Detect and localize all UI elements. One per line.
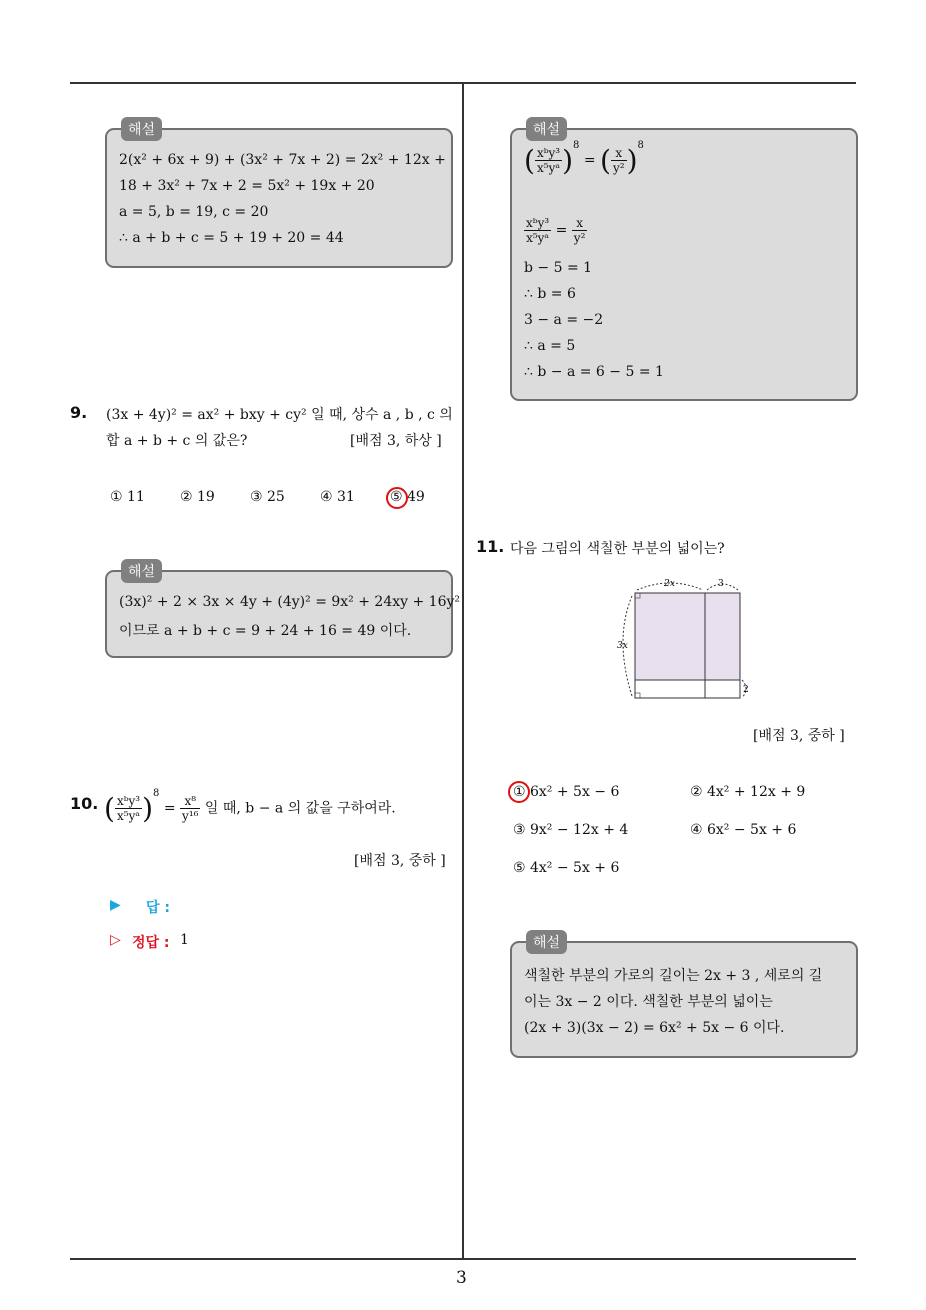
question-9-score: [배점 3, 하상 ] [350, 433, 442, 449]
solution-line: 이므로 a + b + c = 9 + 24 + 16 = 49 이다. [119, 623, 412, 639]
label-top-right: 3 [718, 579, 724, 589]
correct-marker: ▷ [110, 932, 121, 948]
solution-line: ∴ b − a = 6 − 5 = 1 [524, 364, 664, 380]
question-10-equation: ( $\frac{\text{xᵇy³}}{\text{x⁵yᵃ}}$ )$^8$ = $\frac{\text{x⁸}}{\text{y¹⁶}}$ 일 때, b − a 의 값을 구하여라. [104, 788, 396, 825]
solution-box-prev [105, 122, 453, 268]
question-11-text: 다음 그림의 색칠한 부분의 넓이는? [510, 541, 725, 557]
answer-marker: ▶ [110, 897, 121, 913]
q9-option-1[interactable]: ① 11 [110, 489, 145, 505]
label-top-left: 2x [664, 579, 675, 589]
question-11-number: 11. [476, 537, 505, 556]
q11-option-5[interactable]: ⑤ 4x² − 5x + 6 [513, 860, 620, 876]
q11-answer-mark [508, 781, 530, 803]
question-11-score: [배점 3, 중하 ] [753, 728, 845, 744]
q9-answer-mark [386, 487, 408, 509]
area-figure [612, 574, 752, 704]
label-left: 3x [617, 641, 628, 651]
solution-line: 18 + 3x² + 7x + 2 = 5x² + 19x + 20 [119, 178, 375, 194]
question-10-score: [배점 3, 중하 ] [354, 853, 446, 869]
correct-label: 정답 : [132, 935, 170, 951]
answer-label: 답 : [146, 900, 170, 916]
solution-box-q9 [105, 564, 461, 658]
corner-mark [635, 693, 640, 698]
label-right: 2 [743, 685, 749, 695]
solution-equation-1: ( $\frac{\text{xᵇy³}}{\text{x⁵yᵃ}}$ )$^8$ = ( $\frac{x}{\text{y²}}$ )$^8$ [524, 140, 644, 177]
solution-line: ∴ a + b + c = 5 + 19 + 20 = 44 [119, 230, 344, 246]
q11-option-1[interactable]: ① 6x² + 5x − 6 [513, 784, 620, 800]
q11-option-2[interactable]: ② 4x² + 12x + 9 [690, 784, 806, 800]
question-9-text-line1: (3x + 4y)² = ax² + bxy + cy² 일 때, 상수 a , b , c 의 [106, 407, 453, 423]
solution-line: b − 5 = 1 [524, 260, 593, 276]
solution-line: (2x + 3)(3x − 2) = 6x² + 5x − 6 이다. [524, 1020, 785, 1036]
solution-equation-2: $\frac{\text{xᵇy³}}{\text{x⁵yᵃ}}$ = $\frac{x}{\text{y²}}$ [526, 216, 586, 245]
q10-lhs-fraction: $\frac{\text{xᵇy³}}{\text{x⁵yᵃ}}$ [116, 794, 141, 823]
q9-option-3[interactable]: ③ 25 [250, 489, 285, 505]
page-number: 3 [456, 1268, 467, 1288]
correct-value: 1 [180, 932, 189, 948]
solution-line: 3 − a = −2 [524, 312, 604, 328]
solution-line: 2(x² + 6x + 9) + (3x² + 7x + 2) = 2x² + 12x + [119, 152, 446, 168]
solution-tag: 해설 [121, 117, 162, 141]
q11-option-4[interactable]: ④ 6x² − 5x + 6 [690, 822, 797, 838]
q9-option-5[interactable]: ⑤ 49 [390, 489, 425, 505]
column-divider [462, 84, 464, 1260]
solution-tag: 해설 [526, 117, 567, 141]
solution-line: a = 5, b = 19, c = 20 [119, 204, 269, 220]
solution-line: ∴ a = 5 [524, 338, 576, 354]
q11-option-3[interactable]: ③ 9x² − 12x + 4 [513, 822, 629, 838]
solution-box-q10 [510, 122, 858, 401]
solution-tag: 해설 [526, 930, 567, 954]
solution-line: (3x)² + 2 × 3x × 4y + (4y)² = 9x² + 24xy + 16y² [119, 594, 461, 610]
q10-rhs-fraction: $\frac{\text{x⁸}}{\text{y¹⁶}}$ [182, 794, 199, 823]
solution-line: ∴ b = 6 [524, 286, 576, 302]
solution-line: 색칠한 부분의 가로의 길이는 2x + 3 , 세로의 길 [524, 968, 823, 984]
shaded-region [635, 593, 740, 680]
question-10-number: 10. [70, 794, 99, 813]
bottom-rule [70, 1258, 856, 1260]
question-9-text-line2: 합 a + b + c 의 값은? [106, 433, 248, 449]
solution-tag: 해설 [121, 559, 162, 583]
q9-option-4[interactable]: ④ 31 [320, 489, 355, 505]
question-9-number: 9. [70, 403, 88, 422]
solution-line: 이는 3x − 2 이다. 색칠한 부분의 넓이는 [524, 994, 773, 1010]
q9-option-2[interactable]: ② 19 [180, 489, 215, 505]
solution-box-q11 [510, 935, 858, 1058]
